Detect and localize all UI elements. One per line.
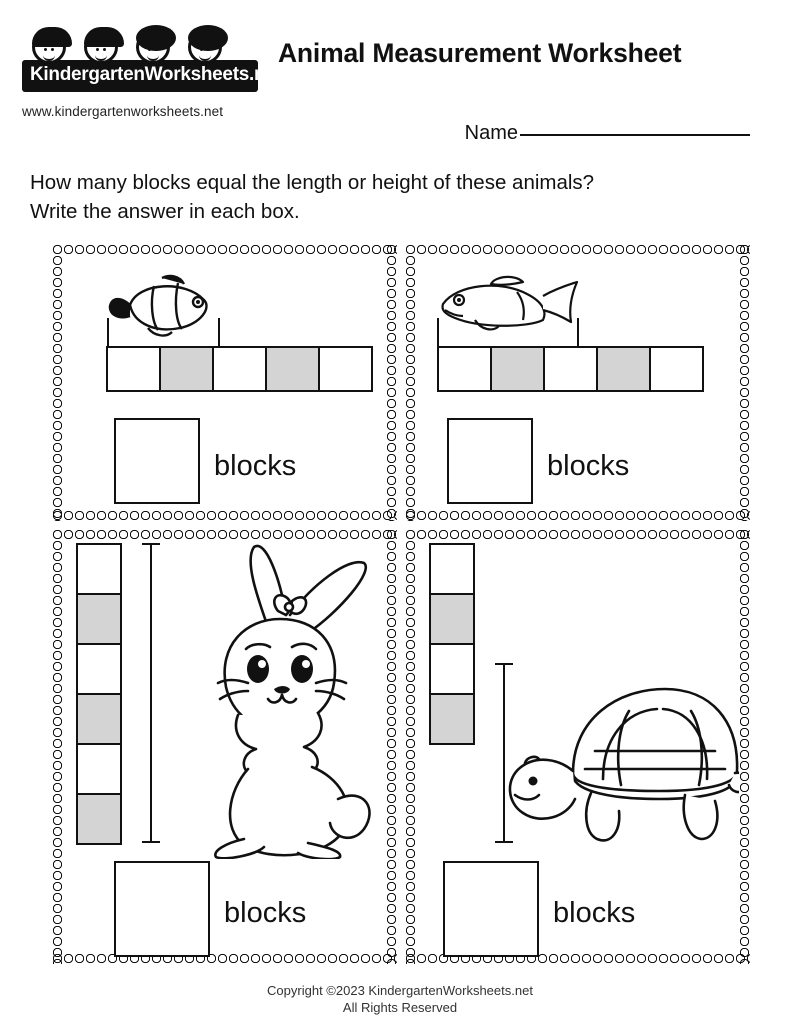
measure-tick-top (495, 663, 513, 665)
block-strip-vertical (76, 543, 122, 845)
answer-box[interactable] (114, 861, 210, 957)
block-unit (429, 643, 475, 695)
block-unit (76, 743, 122, 795)
blocks-label: blocks (214, 450, 297, 482)
page-footer (0, 982, 800, 1017)
measure-tick-right (218, 318, 220, 346)
kid-face-icon (32, 30, 66, 64)
block-unit (76, 693, 122, 745)
measure-tick-left (107, 318, 109, 346)
rights-text: All Rights Reserved (342, 1000, 458, 1016)
name-label: Name (464, 122, 518, 144)
worksheet-problem-grid (48, 240, 754, 968)
answer-box[interactable] (114, 418, 200, 504)
block-unit (212, 346, 267, 392)
block-unit (76, 793, 122, 845)
measure-tick-right (577, 318, 579, 346)
block-unit (159, 346, 214, 392)
problem-panel-rabbit (48, 525, 401, 968)
block-unit (106, 346, 161, 392)
measure-tick-left (437, 318, 439, 346)
block-unit (318, 346, 373, 392)
name-field[interactable] (465, 122, 750, 145)
answer-box[interactable] (443, 861, 539, 957)
block-unit (437, 346, 492, 392)
block-unit (543, 346, 598, 392)
block-unit (76, 643, 122, 695)
turtle-illustration (499, 675, 739, 853)
blocks-label: blocks (224, 897, 307, 929)
block-unit (490, 346, 545, 392)
kid-face-icon (136, 30, 170, 64)
site-logo[interactable] (22, 18, 282, 119)
answer-box[interactable] (447, 418, 533, 504)
problem-panel-clownfish (48, 240, 401, 525)
block-unit (265, 346, 320, 392)
instructions (30, 168, 770, 226)
page-title: Animal Measurement Worksheet (278, 38, 682, 68)
block-unit (429, 593, 475, 645)
name-input-rule[interactable] (520, 133, 750, 136)
blocks-label: blocks (553, 897, 636, 929)
problem-panel-turtle (401, 525, 754, 968)
copyright-text: Copyright ©2023 KindergartenWorksheets.net (267, 982, 533, 998)
kid-face-icon (188, 30, 222, 64)
block-unit (429, 693, 475, 745)
problem-panel-fish (401, 240, 754, 525)
block-strip-horizontal (106, 346, 373, 392)
blocks-label: blocks (547, 450, 630, 482)
rabbit-illustration (152, 537, 380, 859)
instruction-line-2: Write the answer in each box. (30, 200, 300, 224)
logo-kids-illustration (22, 18, 258, 60)
clownfish-illustration (100, 270, 220, 340)
kid-face-icon (84, 30, 118, 64)
instruction-line-1: How many blocks equal the length or height of these animals? (30, 171, 595, 194)
block-unit (429, 543, 475, 595)
block-strip-vertical (429, 543, 475, 745)
block-strip-horizontal (437, 346, 704, 392)
block-unit (596, 346, 651, 392)
block-unit (649, 346, 704, 392)
block-unit (76, 543, 122, 595)
site-url: www.kindergartenworksheets.net (22, 104, 224, 119)
logo-wordmark: KindergartenWorksheets.net (22, 60, 258, 92)
fish-illustration (431, 270, 581, 336)
block-unit (76, 593, 122, 645)
page-header (0, 0, 800, 144)
